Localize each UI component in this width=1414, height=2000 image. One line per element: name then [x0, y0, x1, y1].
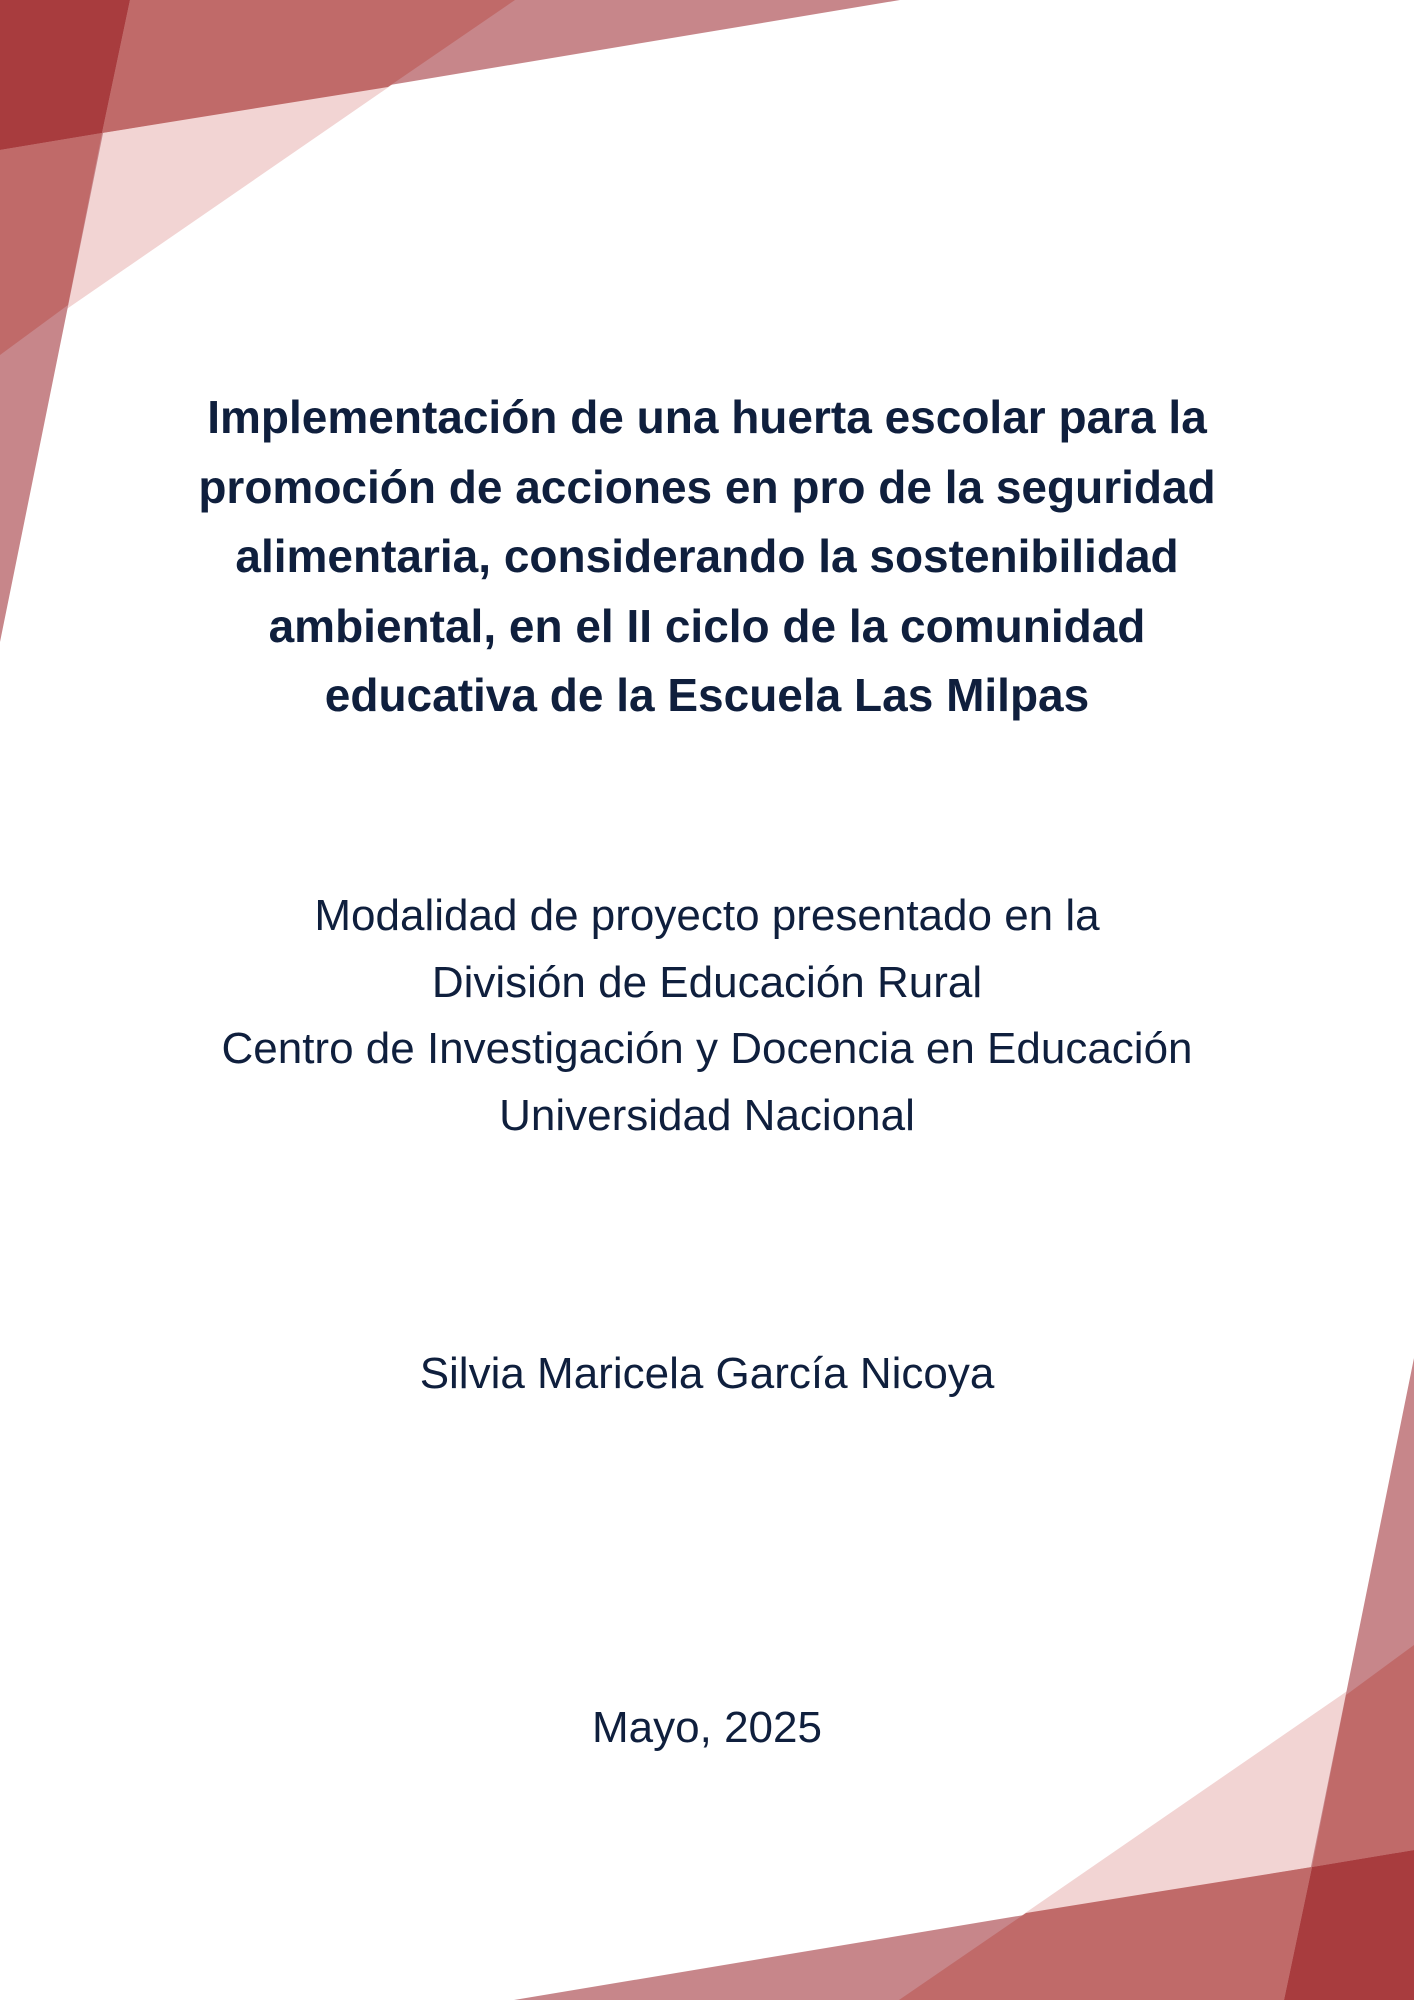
top-left-overlap-a: [0, 0, 130, 150]
presentation-block: [120, 883, 1294, 1149]
bottom-right-overlap-c: [1312, 1645, 1414, 1867]
presentation-line: Modalidad de proyecto presentado en la: [314, 891, 1100, 940]
title-line: ambiental, en el II ciclo de la comunidad: [268, 599, 1146, 652]
top-left-overlap-b: [102, 0, 515, 133]
publication-date: Mayo, 2025: [592, 1703, 822, 1752]
top-left-light-triangle: [0, 0, 515, 355]
top-left-sliver: [0, 0, 130, 642]
title-line: alimentaria, considerando la sostenibilidad: [235, 530, 1179, 582]
presentation-line: División de Educación Rural: [431, 957, 983, 1007]
bottom-right-overlap-a: [1284, 1850, 1414, 2000]
title-line: educativa de la Escuela Las Milpas: [324, 669, 1090, 721]
top-left-band: [0, 0, 900, 150]
bottom-right-sliver: [1284, 1358, 1414, 2000]
bottom-right-band: [514, 1850, 1414, 2000]
bottom-right-overlap-b: [899, 1867, 1312, 2000]
bottom-right-decoration: [514, 1358, 1414, 2000]
presentation-line: Centro de Investigación y Docencia en Educación: [221, 1024, 1193, 1073]
title-line: promoción de acciones en pro de la seguridad: [198, 460, 1216, 513]
author-name: Silvia Maricela García Nicoya: [419, 1349, 995, 1398]
title-line: Implementación de una huerta escolar para la: [207, 391, 1207, 443]
presentation-line: Universidad Nacional: [499, 1090, 915, 1140]
document-title: [120, 383, 1294, 731]
top-left-overlap-c: [0, 133, 102, 355]
